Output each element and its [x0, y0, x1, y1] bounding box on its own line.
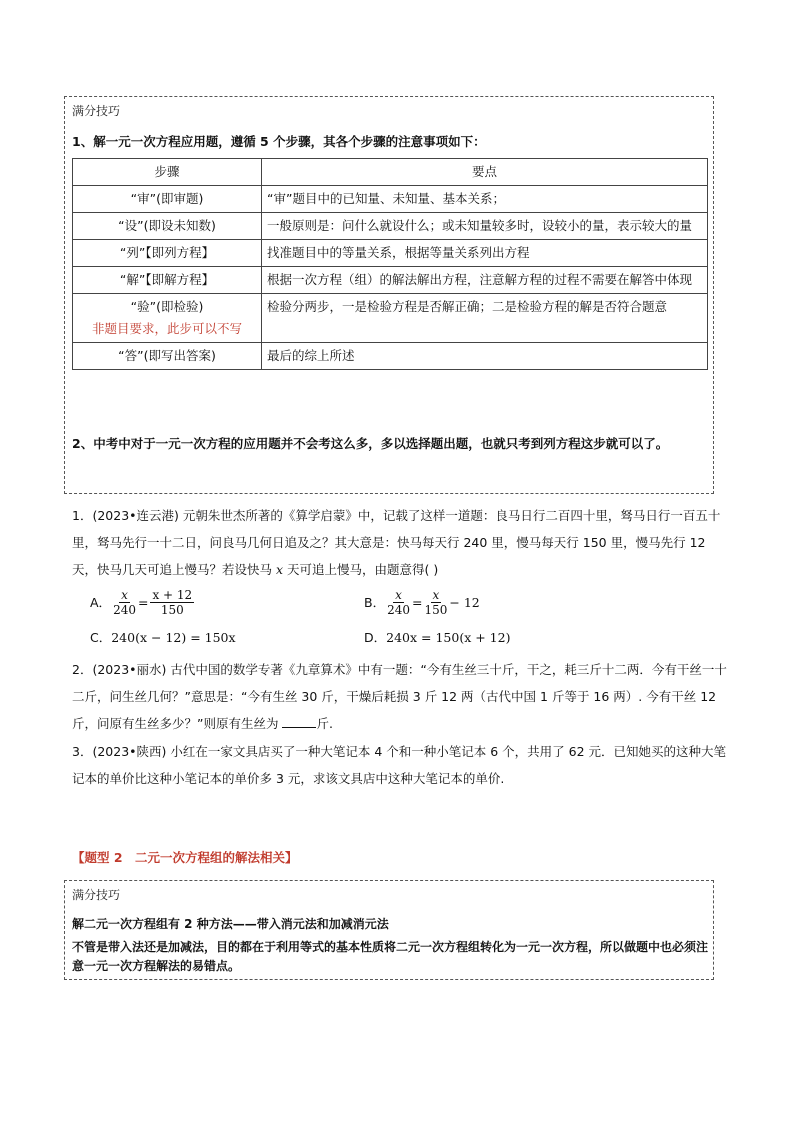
table-header-row [73, 159, 708, 186]
note-cell: 根据一次方程（组）的解法解出方程，注意解方程的过程不需要在解答中体现 [262, 267, 708, 294]
option-c-expression: 240(x − 12) = 150x [111, 630, 236, 645]
option-a-label: A． [90, 594, 112, 610]
option-d[interactable] [364, 628, 510, 648]
table-row [73, 213, 708, 240]
question-1-text-b: 天可追上慢马，由题意得( ) [283, 562, 439, 577]
option-b-left-fraction [387, 588, 410, 617]
table-row [73, 267, 708, 294]
option-c-label: C． [90, 630, 112, 645]
step-cell [73, 294, 262, 343]
step-cell: “列”【即列方程】 [73, 240, 262, 267]
note-cell: 检验分两步，一是检验方程是否解正确；二是检验方程的解是否符合题意 [262, 294, 708, 343]
step-cell: “解”【即解方程】 [73, 267, 262, 294]
question-3: 3．(2023•陕西) 小红在一家文具店买了一种大笔记本 4 个和一种小笔记本 6 个，共用了 62 元．已知她买的这种大笔记本的单价比这种小笔记本的单价多 3 元，求该文具店中这种大笔记本的单价. [72, 744, 727, 786]
option-b-right-fraction [424, 588, 447, 617]
step-red-note: 非题目要求，此步可以不写 [91, 321, 242, 336]
fraction-denominator: 150 [160, 603, 184, 617]
table-row [73, 240, 708, 267]
note-cell: 最后的综上所述 [262, 343, 708, 370]
question-2 [72, 656, 728, 737]
question-2-text-b: 斤. [316, 716, 333, 731]
option-b-label: B． [364, 594, 386, 610]
option-c[interactable] [90, 628, 236, 648]
table-row [73, 294, 708, 343]
step-cell: “设”(即设未知数) [73, 213, 262, 240]
table-row [73, 186, 708, 213]
question-1 [72, 502, 728, 583]
fraction-numerator: x [395, 588, 402, 602]
question-1-var: x [275, 562, 284, 577]
option-b[interactable] [364, 588, 480, 617]
tips-point-1: 1、解一元一次方程应用题，遵循 5 个步骤，其各个步骤的注意事项如下： [72, 134, 486, 149]
fraction-denominator: 240 [113, 603, 136, 617]
fraction-denominator: 240 [387, 603, 410, 617]
answer-blank[interactable] [282, 713, 316, 728]
step-cell: “答”(即写出答案) [73, 343, 262, 370]
option-d-expression: 240x = 150(x + 12) [386, 630, 511, 645]
note-cell: “审”题目中的已知量、未知量、基本关系； [262, 186, 708, 213]
step-cell: “审”(即审题) [73, 186, 262, 213]
question-1-text-a: 1．(2023•连云港) 元朝朱世杰所著的《算学启蒙》中，记载了这样一道题：良马日行二百四十里，驽马日行一百五十里，驽马先行一十二日，问良马几何日追及之？其大意是：快马每天行 240 里，慢马每天行 150 里，慢马先行 12 天，快马几天可追上慢马？若设快马 [72, 508, 721, 577]
steps-table [72, 158, 708, 370]
table-row [73, 343, 708, 370]
step-label: “验”(即检验) [130, 299, 204, 314]
header-step: 步骤 [73, 159, 262, 186]
section-2-heading: 【题型 2 二元一次方程组的解法相关】 [72, 850, 298, 865]
tips-box-1-title: 满分技巧 [72, 104, 121, 118]
tips-point-2: 2、中考中对于一元一次方程的应用题并不会考这么多，多以选择题出题，也就只考到列方程这步就可以了。 [72, 436, 669, 451]
tips-box-2-title: 满分技巧 [72, 888, 121, 902]
option-d-label: D． [364, 630, 387, 645]
header-note: 要点 [262, 159, 708, 186]
note-cell: 找准题目中的等量关系，根据等量关系列出方程 [262, 240, 708, 267]
option-a[interactable] [90, 588, 196, 617]
question-2-text-a: 2．(2023•丽水) 古代中国的数学专著《九章算术》中有一题：“今有生丝三十斤，干之，耗三斤十二两．今有干丝一十二斤，问生丝几何？”意思是：“今有生丝 30 斤，干燥后耗损 3 斤 12 两（古代中国 1 斤等于 16 两）. 今有干丝 12 斤，问原有生丝多少？”则原有生丝为 [72, 662, 727, 731]
fraction-numerator: x [432, 588, 440, 602]
fraction-numerator: x + 12 [152, 588, 193, 602]
option-a-left-fraction [113, 588, 136, 617]
tips-box-2-line-2: 不管是带入法还是加减法，目的都在于利用等式的基本性质将二元一次方程组转化为一元一次方程，所以做题中也必须注意一元一次方程解法的易错点。 [72, 940, 709, 973]
tips-box-2-line-1: 解二元一次方程组有 2 种方法——带入消元法和加减消元法 [72, 917, 389, 931]
note-cell: 一般原则是：问什么就设什么；或未知量较多时，设较小的量，表示较大的量 [262, 213, 708, 240]
fraction-denominator: 150 [424, 603, 448, 617]
option-a-right-fraction [150, 588, 194, 617]
equals-sign: = [411, 594, 423, 610]
equals-sign: = [137, 594, 149, 610]
fraction-numerator: x [121, 588, 128, 602]
option-b-tail: − 12 [449, 594, 480, 610]
